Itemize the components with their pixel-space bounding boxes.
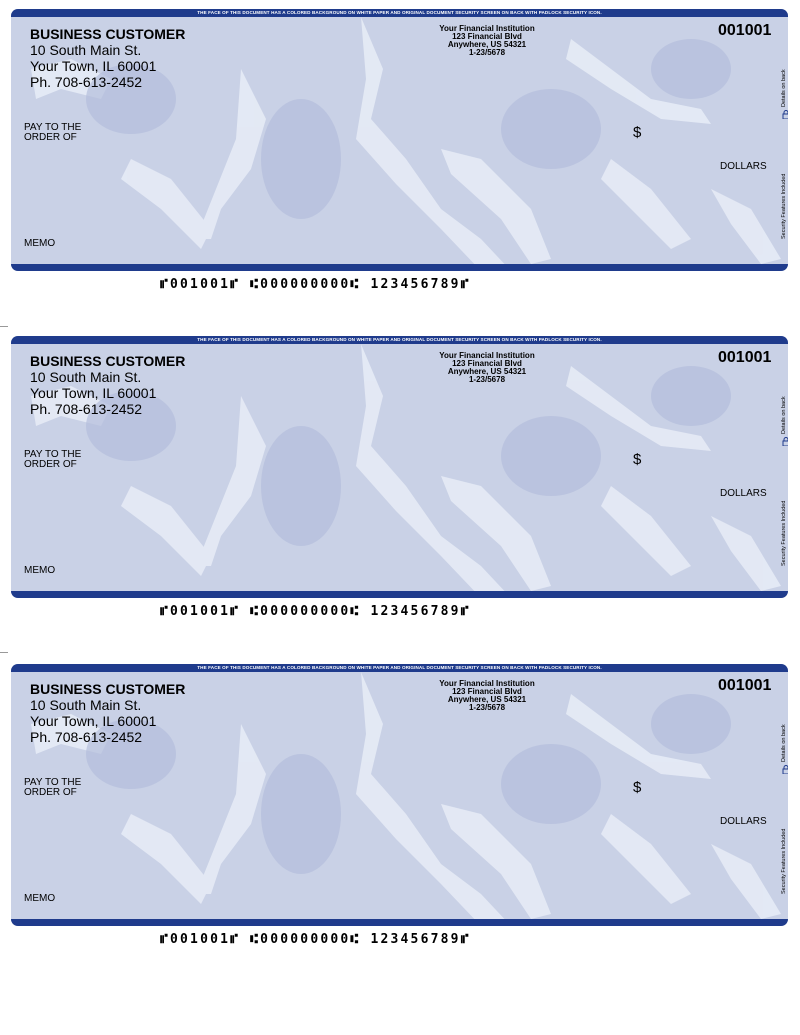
bank-name: Your Financial Institution bbox=[439, 679, 535, 688]
bank-name: Your Financial Institution bbox=[439, 24, 535, 33]
check-number: 001001 bbox=[718, 677, 772, 694]
side-text-security: Security Features Included bbox=[781, 828, 787, 894]
side-text bbox=[781, 396, 788, 566]
dollar-sign: $ bbox=[633, 124, 642, 141]
dollars-label: DOLLARS bbox=[720, 488, 767, 499]
security-banner: THE FACE OF THIS DOCUMENT HAS A COLORED BACKGROUND ON WHITE PAPER AND ORIGINAL DOCUMENT SECURITY SCREEN ON BACK WITH PADLOCK SECURITY ICON. bbox=[11, 664, 788, 672]
order-of-line: ORDER OF bbox=[24, 787, 77, 798]
check-2 bbox=[0, 327, 800, 655]
check-number: 001001 bbox=[718, 349, 772, 366]
dollar-sign: $ bbox=[633, 451, 642, 468]
payer-name: BUSINESS CUSTOMER bbox=[30, 681, 186, 697]
bank-name: Your Financial Institution bbox=[439, 351, 535, 360]
bottom-band bbox=[11, 264, 788, 271]
security-banner: THE FACE OF THIS DOCUMENT HAS A COLORED BACKGROUND ON WHITE PAPER AND ORIGINAL DOCUMENT SECURITY SCREEN ON BACK WITH PADLOCK SECURITY ICON. bbox=[11, 336, 788, 344]
side-text bbox=[781, 69, 788, 239]
check-3 bbox=[0, 655, 800, 983]
check-face bbox=[11, 336, 788, 598]
side-text-details: Details on back bbox=[781, 396, 787, 434]
memo-label: MEMO bbox=[24, 238, 56, 249]
payer-street: 10 South Main St. bbox=[30, 42, 142, 58]
micr-line: ⑈001001⑈ ⑆000000000⑆ 123456789⑈ bbox=[160, 277, 471, 292]
bank-street: 123 Financial Blvd bbox=[452, 359, 522, 368]
payer-phone: Ph. 708-613-2452 bbox=[30, 401, 143, 417]
security-banner: THE FACE OF THIS DOCUMENT HAS A COLORED BACKGROUND ON WHITE PAPER AND ORIGINAL DOCUMENT SECURITY SCREEN ON BACK WITH PADLOCK SECURITY ICON. bbox=[11, 9, 788, 17]
check-face bbox=[11, 9, 788, 271]
side-text-details: Details on back bbox=[781, 69, 787, 107]
bank-fraction: 1-23/5678 bbox=[468, 48, 506, 57]
side-text-security: Security Features Included bbox=[781, 173, 787, 239]
side-text-details: Details on back bbox=[781, 724, 787, 762]
order-of-line: ORDER OF bbox=[24, 132, 77, 143]
check-number: 001001 bbox=[718, 22, 772, 39]
side-text-security: Security Features Included bbox=[781, 500, 787, 566]
micr-line: ⑈001001⑈ ⑆000000000⑆ 123456789⑈ bbox=[160, 932, 471, 947]
payer-name: BUSINESS CUSTOMER bbox=[30, 26, 186, 42]
pay-to-line: PAY TO THE bbox=[24, 449, 82, 460]
pay-to-line: PAY TO THE bbox=[24, 777, 82, 788]
payer-name: BUSINESS CUSTOMER bbox=[30, 353, 186, 369]
bank-fraction: 1-23/5678 bbox=[468, 375, 506, 384]
bank-city: Anywhere, US 54321 bbox=[447, 367, 527, 376]
bank-fraction: 1-23/5678 bbox=[468, 703, 506, 712]
pay-to-label bbox=[24, 778, 81, 798]
dollars-label: DOLLARS bbox=[720, 161, 767, 172]
bottom-band bbox=[11, 591, 788, 598]
bank-street: 123 Financial Blvd bbox=[452, 32, 522, 41]
payer-city: Your Town, IL 60001 bbox=[30, 385, 157, 401]
pay-to-label bbox=[24, 450, 81, 470]
dollars-label: DOLLARS bbox=[720, 816, 767, 827]
payer-phone: Ph. 708-613-2452 bbox=[30, 729, 143, 745]
payer-city: Your Town, IL 60001 bbox=[30, 58, 157, 74]
payer-street: 10 South Main St. bbox=[30, 369, 142, 385]
check-face bbox=[11, 664, 788, 926]
payer-city: Your Town, IL 60001 bbox=[30, 713, 157, 729]
bank-city: Anywhere, US 54321 bbox=[447, 40, 527, 49]
memo-label: MEMO bbox=[24, 893, 56, 904]
bank-street: 123 Financial Blvd bbox=[452, 687, 522, 696]
side-text bbox=[781, 724, 788, 894]
dollar-sign: $ bbox=[633, 779, 642, 796]
payer-phone: Ph. 708-613-2452 bbox=[30, 74, 143, 90]
micr-line: ⑈001001⑈ ⑆000000000⑆ 123456789⑈ bbox=[160, 604, 471, 619]
payer-street: 10 South Main St. bbox=[30, 697, 142, 713]
order-of-line: ORDER OF bbox=[24, 459, 77, 470]
memo-label: MEMO bbox=[24, 565, 56, 576]
bank-city: Anywhere, US 54321 bbox=[447, 695, 527, 704]
check-1 bbox=[0, 0, 800, 328]
bottom-band bbox=[11, 919, 788, 926]
perforation-mark bbox=[0, 652, 8, 653]
pay-to-line: PAY TO THE bbox=[24, 122, 82, 133]
pay-to-label bbox=[24, 123, 81, 143]
